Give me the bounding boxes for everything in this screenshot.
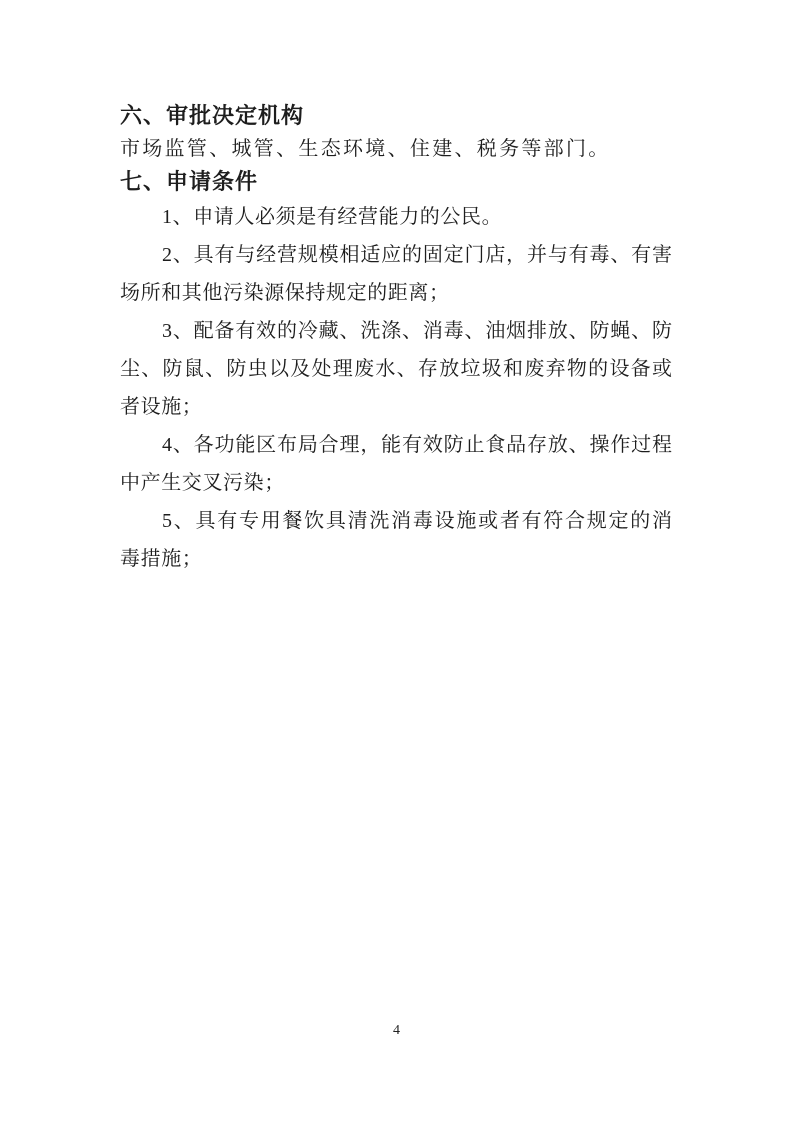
- text-line: [120, 426, 672, 464]
- list-item: [120, 426, 672, 502]
- text-line: [120, 464, 672, 502]
- text-line: [120, 388, 672, 426]
- text-line-content: 毒措施；: [120, 548, 203, 570]
- text-line-content: 5、具有专用餐饮具清洗消毒设施或者有符合规定的消: [162, 510, 674, 532]
- text-line-content: 2、具有与经营规模相适应的固定门店，并与有毒、有害: [162, 244, 673, 266]
- text-line: [120, 350, 672, 388]
- body-paragraph: [120, 132, 672, 166]
- section-heading: 六、审批决定机构: [120, 103, 305, 128]
- text-line-content: 市场监管、城管、生态环境、住建、税务等部门。: [120, 138, 611, 160]
- text-line: [120, 540, 672, 578]
- text-line-content: 场所和其他污染源保持规定的距离；: [120, 282, 450, 304]
- text-line: [120, 236, 672, 274]
- text-line: [120, 274, 672, 312]
- text-line-content: 尘、防鼠、防虫以及处理废水、存放垃圾和废弃物的设备或: [120, 358, 674, 380]
- section-heading: 七、申请条件: [120, 169, 259, 194]
- text-line-content: 中产生交叉污染；: [120, 472, 285, 494]
- list-item: [120, 312, 672, 426]
- text-line: [120, 198, 672, 236]
- list-item: [120, 198, 672, 236]
- text-line: [120, 132, 672, 166]
- list-item: [120, 502, 672, 578]
- page-number: 4: [393, 1023, 400, 1038]
- document-content: [120, 100, 672, 578]
- text-line: [120, 312, 672, 350]
- list-item: [120, 236, 672, 312]
- text-line-content: 4、各功能区布局合理，能有效防止食品存放、操作过程: [162, 434, 673, 456]
- text-line-content: 1、申请人必须是有经营能力的公民。: [162, 206, 503, 228]
- text-line-content: 3、配备有效的冷藏、洗涤、消毒、油烟排放、防蝇、防: [162, 320, 673, 342]
- text-line: [120, 502, 672, 540]
- text-line-content: 者设施；: [120, 396, 203, 418]
